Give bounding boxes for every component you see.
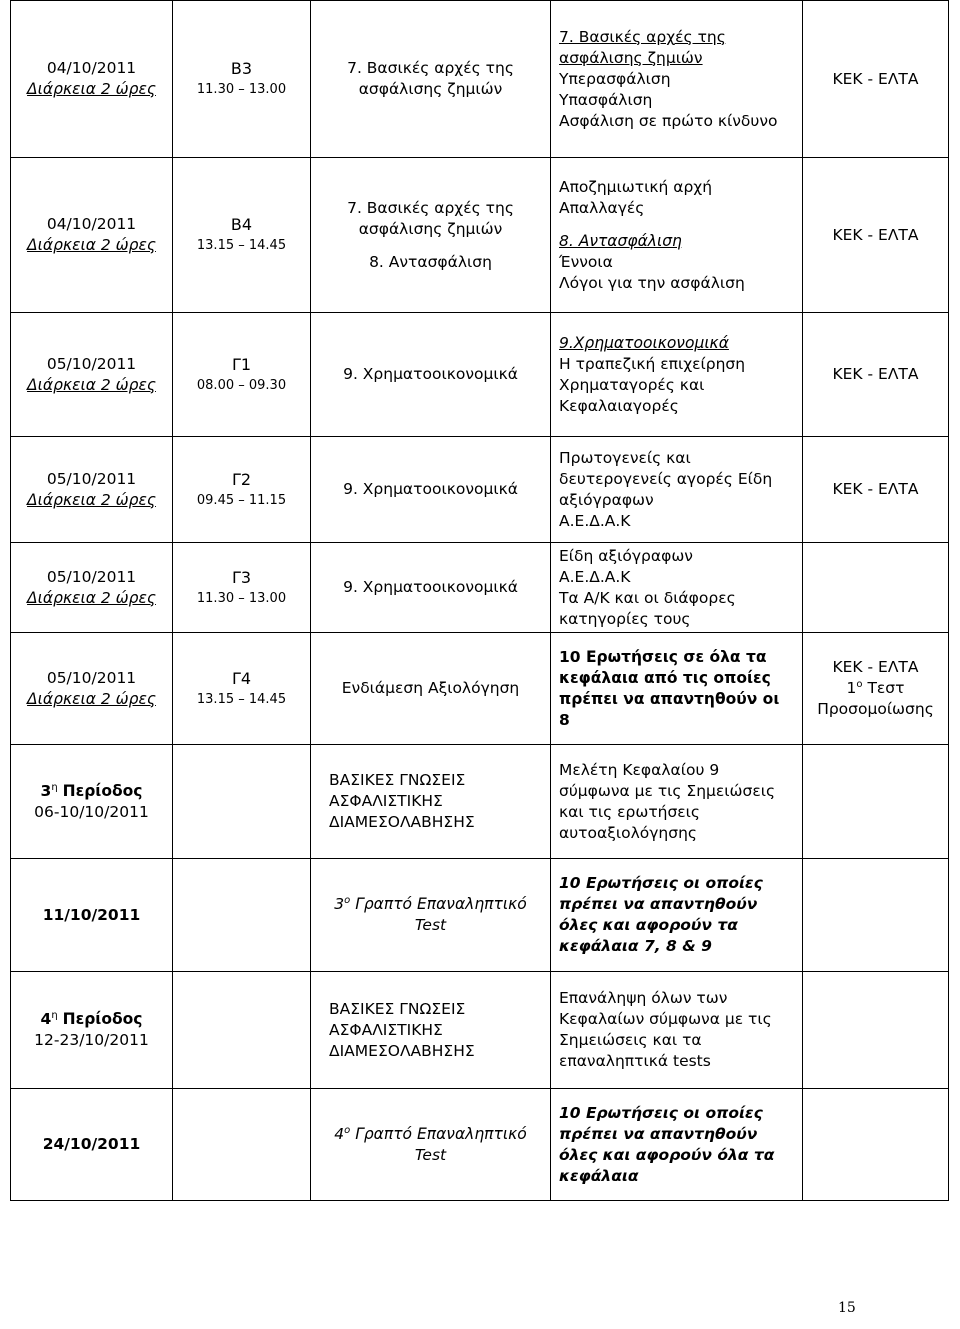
- session-duration: Διάρκεια 2 ώρες: [27, 236, 156, 254]
- schedule-table: [10, 0, 949, 1201]
- table-row: [11, 1089, 949, 1201]
- topic-line: 7. Βασικές αρχές της: [347, 198, 514, 217]
- table-row: [11, 437, 949, 543]
- details-line: 10 Ερωτήσεις σε όλα τα: [559, 647, 767, 666]
- details-line: πρέπει να απαντηθούν: [559, 1124, 758, 1143]
- session-duration: Διάρκεια 2 ώρες: [27, 588, 156, 607]
- session-date: 05/10/2011: [46, 354, 137, 373]
- details-line: Απαλλαγές: [559, 198, 645, 217]
- topic-cell: [311, 1, 551, 158]
- details-line: όλες και αφορούν όλα τα: [559, 1145, 775, 1164]
- period-title: $3^\eta$ Περίοδος: [40, 781, 143, 800]
- session-duration: Διάρκεια 2 ώρες: [27, 80, 156, 98]
- details-line: Μελέτη Κεφαλαίου 9: [559, 760, 720, 779]
- details-line: αξιόγραφων: [559, 490, 654, 509]
- session-duration: Διάρκεια 2 ώρες: [27, 490, 156, 509]
- topic-line: 9. Χρηματοοικονομικά: [343, 578, 518, 596]
- details-line: πρέπει να απαντηθούν: [559, 895, 758, 913]
- empty-cell: [803, 1089, 949, 1201]
- table-row: [11, 1, 949, 158]
- details-line: Έννοια: [559, 252, 613, 271]
- details-cell: [551, 1089, 803, 1201]
- location-cell: [803, 633, 949, 745]
- topic-cell: [311, 158, 551, 313]
- test-title: $4^o$ Γραπτό Επαναληπτικό: [334, 1124, 527, 1143]
- table-row: [11, 633, 949, 745]
- location-cell: [803, 543, 949, 633]
- session-date: 05/10/2011: [46, 469, 137, 488]
- details-line: δευτερογενείς αγορές Είδη: [559, 469, 773, 488]
- topic-cell: [311, 745, 551, 859]
- test-title: $3^o$ Γραπτό Επαναληπτικό: [334, 894, 527, 913]
- details-line: 10 Ερωτήσεις οι οποίες: [559, 1103, 763, 1122]
- session-time: 11.30 – 13.00: [196, 82, 287, 97]
- code-cell: [173, 1, 311, 158]
- table-row: [11, 972, 949, 1089]
- empty-cell: [173, 859, 311, 972]
- table-row: [11, 859, 949, 972]
- details-line: Α.Ε.Δ.Α.Κ: [559, 567, 631, 586]
- code-cell: [173, 633, 311, 745]
- session-time: 09.45 – 11.15: [196, 492, 287, 508]
- details-line: 9.Χρηματοοικονομικά: [559, 333, 729, 352]
- topic-cell: [311, 313, 551, 437]
- details-line: Η τραπεζική επιχείρηση: [559, 354, 746, 373]
- session-date: 04/10/2011: [46, 59, 137, 77]
- details-line: Είδη αξιόγραφων: [559, 546, 693, 565]
- details-line: κεφάλαια: [559, 1166, 639, 1185]
- topic-line: 8. Αντασφάλιση: [369, 252, 492, 271]
- details-cell: [551, 437, 803, 543]
- location-label: ΚΕΚ - ΕΛΤΑ: [832, 658, 919, 676]
- session-date: 05/10/2011: [46, 668, 137, 687]
- details-cell: [551, 543, 803, 633]
- period-title: $4^\eta$ Περίοδος: [40, 1009, 143, 1028]
- period-dates: 12-23/10/2011: [34, 1031, 149, 1049]
- topic-cell: [311, 543, 551, 633]
- session-code: Β3: [230, 59, 253, 78]
- topic-line: ΔΙΑΜΕΣΟΛΑΒΗΣΗΣ: [329, 813, 475, 831]
- test-ordinal: $1^o$ Τεστ: [846, 678, 905, 697]
- details-line: Αποζημιωτική αρχή: [559, 177, 713, 196]
- details-line: Υπερασφάλιση: [559, 69, 671, 88]
- topic-line: 7. Βασικές αρχές της: [347, 59, 514, 77]
- date-cell: [11, 543, 173, 633]
- code-cell: [173, 543, 311, 633]
- topic-line: ΔΙΑΜΕΣΟΛΑΒΗΣΗΣ: [329, 1041, 475, 1060]
- topic-line: ασφάλισης ζημιών: [358, 80, 503, 98]
- table-row: [11, 745, 949, 859]
- test-title-word: Test: [414, 1145, 447, 1164]
- details-line: κεφάλαια 7, 8 & 9: [559, 937, 712, 955]
- details-cell: [551, 633, 803, 745]
- test-kind: Προσομοίωσης: [817, 700, 934, 718]
- location-cell: [803, 437, 949, 543]
- topic-line: ΑΣΦΑΛΙΣΤΙΚΗΣ: [329, 1020, 443, 1039]
- location-label: ΚΕΚ - ΕΛΤΑ: [832, 365, 919, 383]
- date-cell: [11, 633, 173, 745]
- details-line: Α.Ε.Δ.Α.Κ: [559, 511, 631, 530]
- session-duration: Διάρκεια 2 ώρες: [27, 375, 156, 394]
- session-time: 11.30 – 13.00: [196, 590, 287, 606]
- empty-cell: [803, 859, 949, 972]
- details-line: Τα Α/Κ και οι διάφορες: [559, 588, 736, 607]
- details-line: Χρηματαγορές και: [559, 375, 705, 394]
- details-line: επαναληπτικά tests: [559, 1052, 711, 1070]
- empty-cell: [803, 745, 949, 859]
- details-line: ασφάλισης ζημιών: [559, 48, 703, 67]
- table-row: [11, 313, 949, 437]
- details-line: Ασφάλιση σε πρώτο κίνδυνο: [559, 111, 778, 130]
- details-cell: [551, 313, 803, 437]
- details-line: Πρωτογενείς και: [559, 448, 691, 467]
- location-cell: [803, 158, 949, 313]
- date-cell: [11, 1, 173, 158]
- details-line: 8. Αντασφάλιση: [559, 231, 682, 250]
- page-number: 15: [838, 1300, 856, 1316]
- location-label: ΚΕΚ - ΕΛΤΑ: [832, 480, 919, 498]
- session-code: Γ4: [231, 668, 252, 688]
- session-duration: Διάρκεια 2 ώρες: [27, 689, 156, 708]
- details-line: Κεφαλαίων σύμφωνα με τις: [559, 1010, 772, 1028]
- topic-line: ΒΑΣΙΚΕΣ ΓΝΩΣΕΙΣ: [329, 771, 466, 789]
- session-time: 08.00 – 09.30: [196, 377, 287, 393]
- details-line: Λόγοι για την ασφάλιση: [559, 273, 745, 292]
- code-cell: [173, 158, 311, 313]
- empty-cell: [803, 972, 949, 1089]
- location-cell: [803, 313, 949, 437]
- topic-line: Ενδιάμεση Αξιολόγηση: [341, 679, 520, 697]
- location-cell: [803, 1, 949, 158]
- topic-line: ΑΣΦΑΛΙΣΤΙΚΗΣ: [329, 792, 443, 810]
- test-date-cell: [11, 1089, 173, 1201]
- details-line: όλες και αφορούν τα: [559, 916, 738, 934]
- details-line: Σημειώσεις και τα: [559, 1031, 702, 1049]
- details-line: Επανάληψη όλων των: [559, 989, 728, 1007]
- date-cell: [11, 313, 173, 437]
- details-line: κεφάλαια από τις οποίες: [559, 668, 771, 687]
- period-dates: 06-10/10/2011: [34, 802, 149, 821]
- topic-cell: [311, 437, 551, 543]
- session-time: 13.15 – 14.45: [196, 691, 287, 707]
- topic-line: 9. Χρηματοοικονομικά: [343, 365, 518, 383]
- details-cell: [551, 745, 803, 859]
- table-row: [11, 543, 949, 633]
- details-line: και τις ερωτήσεις: [559, 802, 701, 821]
- details-line: 10 Ερωτήσεις οι οποίες: [559, 874, 763, 892]
- session-code: Γ3: [231, 567, 252, 587]
- period-cell: [11, 972, 173, 1089]
- session-code: Β4: [230, 215, 253, 234]
- session-code: Γ2: [231, 469, 252, 489]
- date-cell: [11, 437, 173, 543]
- session-date: 05/10/2011: [46, 567, 137, 586]
- code-cell: [173, 437, 311, 543]
- location-label: ΚΕΚ - ΕΛΤΑ: [832, 225, 919, 244]
- details-line: πρέπει να απαντηθούν οι 8: [559, 689, 780, 729]
- details-line: Υπασφάλιση: [559, 90, 653, 109]
- test-title-word: Test: [414, 916, 447, 934]
- details-line: αυτοαξιολόγησης: [559, 823, 697, 842]
- test-date-cell: [11, 859, 173, 972]
- test-date: 11/10/2011: [42, 905, 141, 924]
- empty-cell: [173, 745, 311, 859]
- details-cell: [551, 859, 803, 972]
- topic-cell: [311, 972, 551, 1089]
- test-date: 24/10/2011: [42, 1135, 141, 1153]
- session-code: Γ1: [231, 354, 252, 374]
- period-cell: [11, 745, 173, 859]
- details-line: σύμφωνα με τις Σημειώσεις: [559, 781, 776, 800]
- empty-cell: [173, 972, 311, 1089]
- table-row: [11, 158, 949, 313]
- topic-line: 9. Χρηματοοικονομικά: [343, 480, 518, 498]
- code-cell: [173, 313, 311, 437]
- details-line: κατηγορίες τους: [559, 609, 691, 628]
- session-time: 13.15 – 14.45: [196, 238, 287, 253]
- test-title-cell: [311, 859, 551, 972]
- topic-line: ασφάλισης ζημιών: [358, 219, 503, 238]
- topic-line: ΒΑΣΙΚΕΣ ΓΝΩΣΕΙΣ: [329, 999, 466, 1018]
- details-cell: [551, 972, 803, 1089]
- details-line: Κεφαλαιαγορές: [559, 396, 679, 415]
- details-line: 7. Βασικές αρχές της: [559, 27, 726, 46]
- session-date: 04/10/2011: [46, 215, 137, 233]
- details-cell: [551, 158, 803, 313]
- topic-cell: [311, 633, 551, 745]
- details-cell: [551, 1, 803, 158]
- location-label: ΚΕΚ - ΕΛΤΑ: [832, 69, 919, 88]
- test-title-cell: [311, 1089, 551, 1201]
- empty-cell: [173, 1089, 311, 1201]
- date-cell: [11, 158, 173, 313]
